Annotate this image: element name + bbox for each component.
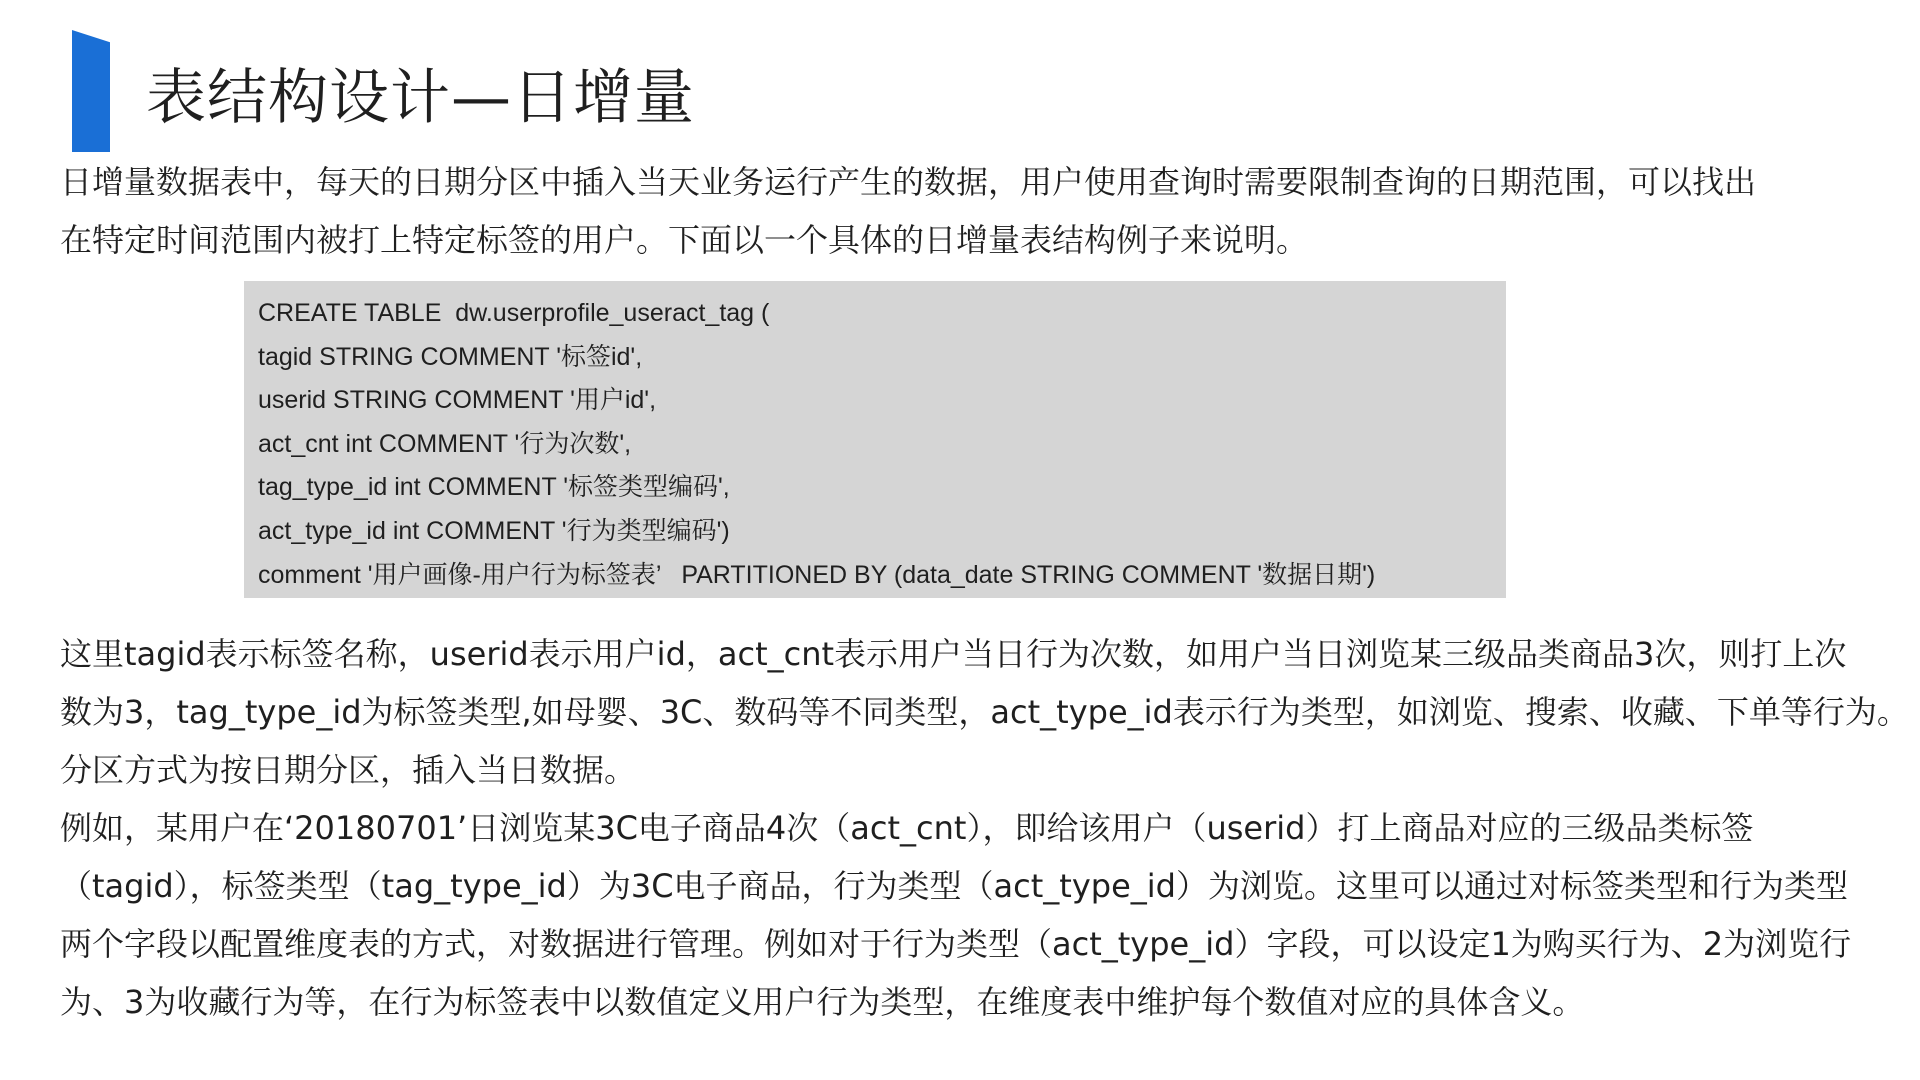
title-accent-bar: [72, 30, 110, 152]
paragraph-line: 例如，某用户在‘20180701’日浏览某3C电子商品4次（act_cnt），即给该用户（userid）打上商品对应的三级品类标签: [60, 809, 1754, 847]
example-paragraph: [60, 799, 1910, 1031]
paragraph-line: 为、3为收藏行为等，在行为标签表中以数值定义用户行为类型，在维度表中维护每个数值对应的具体含义。: [60, 983, 1585, 1021]
paragraph-line: 这里tagid表示标签名称，userid表示用户id，act_cnt表示用户当日行为次数，如用户当日浏览某三级品类商品3次，则打上次: [60, 635, 1847, 673]
intro-paragraph: [60, 153, 1880, 269]
code-line: CREATE TABLE dw.userprofile_useract_tag (: [258, 299, 770, 327]
paragraph-line: 两个字段以配置维度表的方式，对数据进行管理。例如对于行为类型（act_type_id）字段，可以设定1为购买行为、2为浏览行: [60, 925, 1852, 963]
code-line: act_type_id int COMMENT '行为类型编码'): [258, 516, 730, 545]
explanation-paragraph: [60, 625, 1910, 799]
paragraph-line: 数为3，tag_type_id为标签类型,如母婴、3C、数码等不同类型，act_type_id表示行为类型，如浏览、搜索、收藏、下单等行为。: [60, 693, 1909, 731]
code-line: act_cnt int COMMENT '行为次数',: [258, 429, 632, 458]
sql-code-block: [244, 281, 1506, 598]
code-line: tag_type_id int COMMENT '标签类型编码',: [258, 473, 730, 502]
paragraph-line: （tagid），标签类型（tag_type_id）为3C电子商品，行为类型（act_type_id）为浏览。这里可以通过对标签类型和行为类型: [60, 867, 1848, 905]
code-line: tagid STRING COMMENT '标签id',: [258, 342, 643, 371]
code-line: userid STRING COMMENT '用户id',: [258, 386, 657, 415]
code-line: comment '用户画像-用户行为标签表’ PARTITIONED BY (data_date STRING COMMENT '数据日期'): [258, 560, 1376, 589]
paragraph-line: 分区方式为按日期分区，插入当日数据。: [60, 751, 637, 789]
page-title: 表结构设计—日增量: [146, 63, 695, 133]
intro-line: 日增量数据表中，每天的日期分区中插入当天业务运行产生的数据，用户使用查询时需要限制查询的日期范围，可以找出: [60, 163, 1757, 201]
intro-line: 在特定时间范围内被打上特定标签的用户。下面以一个具体的日增量表结构例子来说明。: [60, 221, 1309, 259]
